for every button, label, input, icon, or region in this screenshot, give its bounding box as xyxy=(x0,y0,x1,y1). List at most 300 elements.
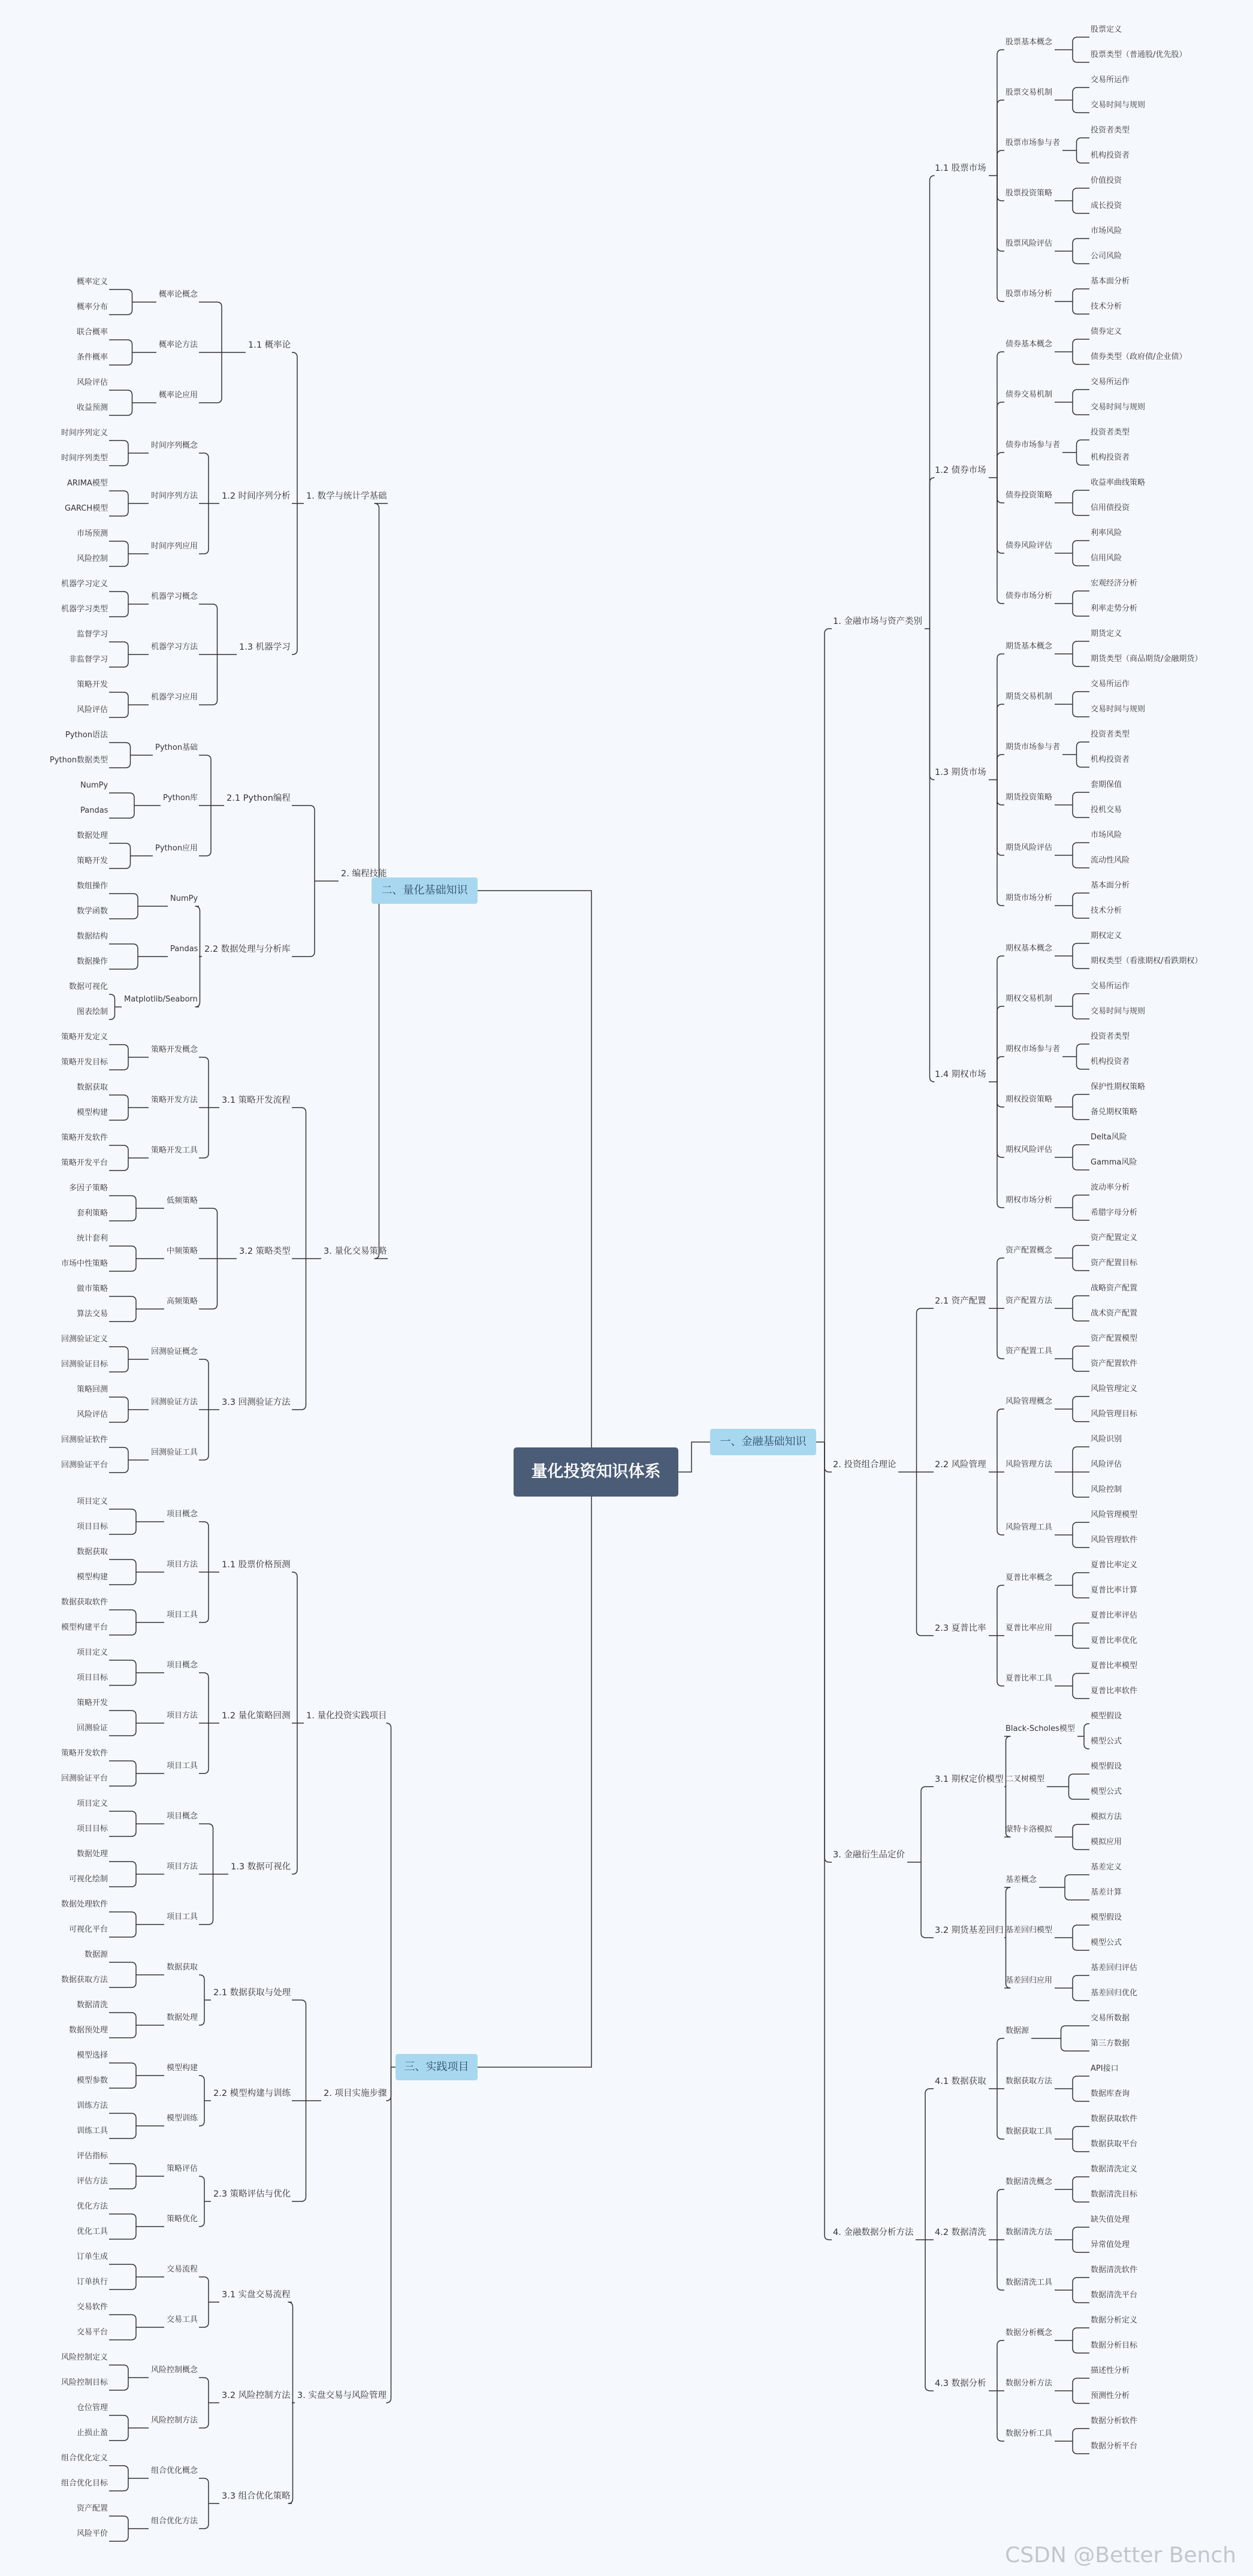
leaf-node[interactable]: 夏普比率优化 xyxy=(1091,1636,1138,1645)
item-node[interactable]: 债券投资策略 xyxy=(1006,491,1053,500)
branch-project[interactable]: 三、实践项目 xyxy=(395,2054,478,2080)
item-node[interactable]: 数据分析方法 xyxy=(1006,2379,1053,2388)
item-node[interactable]: 项目方法 xyxy=(167,1862,198,1871)
leaf-node[interactable]: 数据清洗平台 xyxy=(1091,2291,1138,2300)
leaf-node[interactable]: 数据清洗定义 xyxy=(1091,2165,1138,2174)
leaf-node[interactable]: 成长投资 xyxy=(1091,201,1122,210)
item-node[interactable]: 期货交易机制 xyxy=(1006,692,1053,701)
subsection-node[interactable]: 2.1 Python编程 xyxy=(227,794,291,803)
leaf-node[interactable]: 基本面分析 xyxy=(1091,881,1130,890)
leaf-node[interactable]: 数据结构 xyxy=(77,932,108,941)
leaf-node[interactable]: 数据获取方法 xyxy=(61,1975,108,1984)
item-node[interactable]: 数据清洗方法 xyxy=(1006,2228,1053,2237)
leaf-node[interactable]: 评估方法 xyxy=(77,2177,108,2186)
section-node[interactable]: 4. 金融数据分析方法 xyxy=(833,2228,914,2237)
leaf-node[interactable]: 机构投资者 xyxy=(1091,755,1130,764)
item-node[interactable]: 债券基本概念 xyxy=(1006,340,1053,349)
item-node[interactable]: NumPy xyxy=(170,894,198,903)
leaf-node[interactable]: 战略资产配置 xyxy=(1091,1284,1138,1293)
item-node[interactable]: Pandas xyxy=(170,945,198,954)
item-node[interactable]: 期权市场分析 xyxy=(1006,1196,1053,1205)
subsection-node[interactable]: 1.1 股票价格预测 xyxy=(222,1560,291,1570)
item-node[interactable]: 数据分析工具 xyxy=(1006,2429,1053,2438)
item-node[interactable]: Python库 xyxy=(163,794,198,803)
item-node[interactable]: 回测验证方法 xyxy=(151,1398,198,1407)
leaf-node[interactable]: 风险评估 xyxy=(77,378,108,387)
leaf-node[interactable]: 优化方法 xyxy=(77,2202,108,2211)
item-node[interactable]: 数据获取 xyxy=(167,1963,198,1972)
leaf-node[interactable]: 投资者类型 xyxy=(1091,126,1130,135)
subsection-node[interactable]: 3.1 策略开发流程 xyxy=(222,1096,291,1105)
item-node[interactable]: 项目概念 xyxy=(167,1510,198,1519)
item-node[interactable]: 夏普比率工具 xyxy=(1006,1674,1053,1683)
leaf-node[interactable]: Python语法 xyxy=(65,731,108,740)
leaf-node[interactable]: 时间序列定义 xyxy=(61,429,108,438)
item-node[interactable]: 风险管理方法 xyxy=(1006,1460,1053,1469)
leaf-node[interactable]: 风险评估 xyxy=(77,1410,108,1419)
item-node[interactable]: 低频策略 xyxy=(167,1196,198,1205)
item-node[interactable]: 期货市场参与者 xyxy=(1006,743,1061,752)
leaf-node[interactable]: 基差回归优化 xyxy=(1091,1989,1138,1998)
leaf-node[interactable]: 策略开发软件 xyxy=(61,1133,108,1142)
item-node[interactable]: 期货基本概念 xyxy=(1006,642,1053,651)
item-node[interactable]: 期货市场分析 xyxy=(1006,894,1053,903)
leaf-node[interactable]: 模型构建平台 xyxy=(61,1623,108,1632)
leaf-node[interactable]: 缺失值处理 xyxy=(1091,2215,1130,2224)
leaf-node[interactable]: 策略开发 xyxy=(77,856,108,865)
leaf-node[interactable]: 技术分析 xyxy=(1091,906,1122,915)
leaf-node[interactable]: 交易时间与规则 xyxy=(1091,101,1146,110)
item-node[interactable]: 风险管理工具 xyxy=(1006,1523,1053,1532)
leaf-node[interactable]: 模型公式 xyxy=(1091,1787,1122,1796)
item-node[interactable]: 二叉树模型 xyxy=(1006,1775,1045,1784)
item-node[interactable]: 项目工具 xyxy=(167,1761,198,1770)
leaf-node[interactable]: 回测验证目标 xyxy=(61,1360,108,1369)
item-node[interactable]: 股票基本概念 xyxy=(1006,38,1053,47)
subsection-node[interactable]: 2.3 策略评估与优化 xyxy=(213,2189,291,2199)
leaf-node[interactable]: 收益预测 xyxy=(77,403,108,412)
item-node[interactable]: 资产配置概念 xyxy=(1006,1246,1053,1255)
item-node[interactable]: 概率论概念 xyxy=(159,290,198,299)
leaf-node[interactable]: ARIMA模型 xyxy=(67,479,108,488)
leaf-node[interactable]: 模型选择 xyxy=(77,2051,108,2060)
item-node[interactable]: Black-Scholes模型 xyxy=(1006,1724,1075,1733)
leaf-node[interactable]: 资产配置 xyxy=(77,2504,108,2513)
leaf-node[interactable]: 联合概率 xyxy=(77,328,108,337)
subsection-node[interactable]: 1.1 概率论 xyxy=(248,340,291,350)
leaf-node[interactable]: 数据处理软件 xyxy=(61,1900,108,1909)
subsection-node[interactable]: 2.3 夏普比率 xyxy=(935,1624,986,1633)
item-node[interactable]: 策略开发方法 xyxy=(151,1096,198,1105)
leaf-node[interactable]: 投机交易 xyxy=(1091,806,1122,815)
item-node[interactable]: 概率论应用 xyxy=(159,391,198,400)
leaf-node[interactable]: 风险控制 xyxy=(77,554,108,563)
item-node[interactable]: 项目方法 xyxy=(167,1560,198,1569)
subsection-node[interactable]: 2.2 模型构建与训练 xyxy=(213,2089,291,2098)
leaf-node[interactable]: 风险评估 xyxy=(77,705,108,714)
section-node[interactable]: 2. 编程技能 xyxy=(341,869,387,879)
leaf-node[interactable]: 波动率分析 xyxy=(1091,1183,1130,1192)
item-node[interactable]: 项目方法 xyxy=(167,1711,198,1720)
leaf-node[interactable]: 描述性分析 xyxy=(1091,2366,1130,2375)
leaf-node[interactable]: 夏普比率定义 xyxy=(1091,1561,1138,1570)
leaf-node[interactable]: 模拟应用 xyxy=(1091,1838,1122,1847)
item-node[interactable]: 股票市场参与者 xyxy=(1006,138,1061,147)
leaf-node[interactable]: 订单生成 xyxy=(77,2252,108,2261)
item-node[interactable]: 中频策略 xyxy=(167,1247,198,1256)
subsection-node[interactable]: 4.1 数据获取 xyxy=(935,2077,986,2086)
leaf-node[interactable]: 交易时间与规则 xyxy=(1091,403,1146,412)
branch-quant[interactable]: 二、量化基础知识 xyxy=(372,877,478,904)
leaf-node[interactable]: 组合优化目标 xyxy=(61,2479,108,2488)
leaf-node[interactable]: 模型假设 xyxy=(1091,1712,1122,1721)
leaf-node[interactable]: 风险管理模型 xyxy=(1091,1510,1138,1519)
subsection-node[interactable]: 1.2 债券市场 xyxy=(935,466,986,475)
leaf-node[interactable]: 模型参数 xyxy=(77,2076,108,2085)
leaf-node[interactable]: 股票类型（普通股/优先股） xyxy=(1091,50,1187,59)
leaf-node[interactable]: 风险控制目标 xyxy=(61,2378,108,2387)
item-node[interactable]: 基差回归应用 xyxy=(1006,1976,1053,1985)
subsection-node[interactable]: 2.1 资产配置 xyxy=(935,1296,986,1306)
item-node[interactable]: 数据获取方法 xyxy=(1006,2077,1053,2086)
leaf-node[interactable]: 信用债投资 xyxy=(1091,503,1130,512)
leaf-node[interactable]: 项目定义 xyxy=(77,1648,108,1657)
subsection-node[interactable]: 2.1 数据获取与处理 xyxy=(213,1988,291,1998)
leaf-node[interactable]: 交易平台 xyxy=(77,2328,108,2337)
item-node[interactable]: 债券市场分析 xyxy=(1006,592,1053,601)
item-node[interactable]: 风险管理概念 xyxy=(1006,1397,1053,1406)
leaf-node[interactable]: 保护性期权策略 xyxy=(1091,1082,1146,1091)
leaf-node[interactable]: 数据分析软件 xyxy=(1091,2417,1138,2426)
leaf-node[interactable]: 期货定义 xyxy=(1091,629,1122,638)
subsection-node[interactable]: 1.4 期权市场 xyxy=(935,1070,986,1079)
leaf-node[interactable]: 风险评估 xyxy=(1091,1460,1122,1469)
leaf-node[interactable]: 价值投资 xyxy=(1091,176,1122,185)
leaf-node[interactable]: 统计套利 xyxy=(77,1234,108,1243)
section-node[interactable]: 3. 金融衍生品定价 xyxy=(833,1850,905,1860)
leaf-node[interactable]: Pandas xyxy=(80,806,108,815)
root-node[interactable]: 量化投资知识体系 xyxy=(514,1447,678,1497)
leaf-node[interactable]: 异常值处理 xyxy=(1091,2240,1130,2249)
leaf-node[interactable]: 数据获取平台 xyxy=(1091,2140,1138,2149)
leaf-node[interactable]: 投资者类型 xyxy=(1091,428,1130,437)
leaf-node[interactable]: 数据源 xyxy=(84,1950,108,1959)
leaf-node[interactable]: 风险控制 xyxy=(1091,1485,1122,1494)
leaf-node[interactable]: 市场风险 xyxy=(1091,227,1122,236)
leaf-node[interactable]: 第三方数据 xyxy=(1091,2039,1130,2048)
leaf-node[interactable]: 套期保值 xyxy=(1091,780,1122,789)
item-node[interactable]: 模型训练 xyxy=(167,2114,198,2123)
leaf-node[interactable]: 风险识别 xyxy=(1091,1435,1122,1444)
item-node[interactable]: 项目工具 xyxy=(167,1610,198,1619)
section-node[interactable]: 1. 数学与统计学基础 xyxy=(306,491,387,501)
leaf-node[interactable]: 投资者类型 xyxy=(1091,1032,1130,1041)
item-node[interactable]: 回测验证概念 xyxy=(151,1347,198,1356)
subsection-node[interactable]: 3.3 回测验证方法 xyxy=(222,1398,291,1407)
leaf-node[interactable]: API接口 xyxy=(1091,2064,1119,2073)
subsection-node[interactable]: 1.2 时间序列分析 xyxy=(222,491,291,501)
item-node[interactable]: 策略优化 xyxy=(167,2215,198,2224)
subsection-node[interactable]: 3.2 策略类型 xyxy=(239,1247,291,1256)
subsection-node[interactable]: 3.2 期货基差回归 xyxy=(935,1926,1004,1935)
item-node[interactable]: 机器学习概念 xyxy=(151,592,198,601)
leaf-node[interactable]: GARCH模型 xyxy=(65,504,108,513)
item-node[interactable]: 夏普比率应用 xyxy=(1006,1624,1053,1633)
leaf-node[interactable]: 夏普比率模型 xyxy=(1091,1661,1138,1670)
item-node[interactable]: 机器学习方法 xyxy=(151,643,198,651)
leaf-node[interactable]: 风险管理软件 xyxy=(1091,1536,1138,1545)
item-node[interactable]: 交易工具 xyxy=(167,2315,198,2324)
leaf-node[interactable]: 数据分析平台 xyxy=(1091,2442,1138,2451)
leaf-node[interactable]: 债券定义 xyxy=(1091,327,1122,336)
item-node[interactable]: 时间序列应用 xyxy=(151,542,198,551)
item-node[interactable]: 债券风险评估 xyxy=(1006,541,1053,550)
item-node[interactable]: 债券市场参与者 xyxy=(1006,441,1061,450)
item-node[interactable]: 期权交易机制 xyxy=(1006,994,1053,1003)
leaf-node[interactable]: 交易软件 xyxy=(77,2303,108,2312)
item-node[interactable]: 时间序列概念 xyxy=(151,441,198,450)
leaf-node[interactable]: 交易时间与规则 xyxy=(1091,1007,1146,1016)
leaf-node[interactable]: 宏观经济分析 xyxy=(1091,579,1138,588)
item-node[interactable]: 股票投资策略 xyxy=(1006,189,1053,198)
section-node[interactable]: 3. 实盘交易与风险管理 xyxy=(297,2391,387,2400)
leaf-node[interactable]: 数据清洗 xyxy=(77,2001,108,2010)
subsection-node[interactable]: 2.2 风险管理 xyxy=(935,1460,986,1470)
leaf-node[interactable]: 夏普比率软件 xyxy=(1091,1687,1138,1696)
leaf-node[interactable]: 数据处理 xyxy=(77,1850,108,1859)
item-node[interactable]: 风险控制方法 xyxy=(151,2416,198,2425)
item-node[interactable]: 回测验证工具 xyxy=(151,1448,198,1457)
item-node[interactable]: 机器学习应用 xyxy=(151,693,198,702)
leaf-node[interactable]: 股票定义 xyxy=(1091,25,1122,34)
item-node[interactable]: 项目概念 xyxy=(167,1661,198,1670)
leaf-node[interactable]: Python数据类型 xyxy=(50,756,108,765)
item-node[interactable]: 基差概念 xyxy=(1006,1875,1037,1884)
leaf-node[interactable]: 数据分析目标 xyxy=(1091,2341,1138,2350)
item-node[interactable]: 风险控制概念 xyxy=(151,2366,198,2375)
leaf-node[interactable]: 回测验证平台 xyxy=(61,1774,108,1783)
item-node[interactable]: 债券交易机制 xyxy=(1006,390,1053,399)
leaf-node[interactable]: 基差回归评估 xyxy=(1091,1963,1138,1972)
leaf-node[interactable]: 预测性分析 xyxy=(1091,2391,1130,2400)
item-node[interactable]: 期货投资策略 xyxy=(1006,793,1053,802)
item-node[interactable]: 高频策略 xyxy=(167,1297,198,1306)
leaf-node[interactable]: 模型公式 xyxy=(1091,1737,1122,1746)
leaf-node[interactable]: 战术资产配置 xyxy=(1091,1309,1138,1318)
subsection-node[interactable]: 3.3 组合优化策略 xyxy=(222,2491,291,2501)
item-node[interactable]: 股票风险评估 xyxy=(1006,239,1053,248)
leaf-node[interactable]: 多因子策略 xyxy=(69,1184,108,1193)
leaf-node[interactable]: 市场中性策略 xyxy=(61,1259,108,1268)
leaf-node[interactable]: 可视化平台 xyxy=(69,1925,108,1934)
item-node[interactable]: 期权投资策略 xyxy=(1006,1095,1053,1104)
subsection-node[interactable]: 4.3 数据分析 xyxy=(935,2379,986,2388)
item-node[interactable]: 数据源 xyxy=(1006,2026,1029,2035)
leaf-node[interactable]: 仓位管理 xyxy=(77,2403,108,2412)
subsection-node[interactable]: 1.1 股票市场 xyxy=(935,164,986,173)
item-node[interactable]: 数据获取工具 xyxy=(1006,2127,1053,2136)
leaf-node[interactable]: 模型构建 xyxy=(77,1108,108,1117)
item-node[interactable]: 股票交易机制 xyxy=(1006,88,1053,97)
leaf-node[interactable]: 数据获取软件 xyxy=(61,1598,108,1607)
item-node[interactable]: 模型构建 xyxy=(167,2064,198,2073)
leaf-node[interactable]: 项目目标 xyxy=(77,1824,108,1833)
leaf-node[interactable]: 优化工具 xyxy=(77,2227,108,2236)
subsection-node[interactable]: 3.1 期权定价模型 xyxy=(935,1775,1004,1784)
leaf-node[interactable]: 策略开发 xyxy=(77,680,108,689)
item-node[interactable]: 资产配置工具 xyxy=(1006,1347,1053,1356)
leaf-node[interactable]: 风险控制定义 xyxy=(61,2353,108,2362)
leaf-node[interactable]: 数据分析定义 xyxy=(1091,2316,1138,2325)
subsection-node[interactable]: 1.2 量化策略回测 xyxy=(222,1711,291,1721)
leaf-node[interactable]: 模型公式 xyxy=(1091,1938,1122,1947)
item-node[interactable]: Matplotlib/Seaborn xyxy=(124,995,198,1004)
leaf-node[interactable]: 风险平价 xyxy=(77,2529,108,2538)
subsection-node[interactable]: 1.3 数据可视化 xyxy=(231,1862,291,1872)
item-node[interactable]: 策略评估 xyxy=(167,2164,198,2173)
item-node[interactable]: Python应用 xyxy=(155,844,198,853)
leaf-node[interactable]: 备兑期权策略 xyxy=(1091,1108,1138,1117)
item-node[interactable]: 策略开发概念 xyxy=(151,1045,198,1054)
item-node[interactable]: 资产配置方法 xyxy=(1006,1296,1053,1305)
leaf-node[interactable]: 订单执行 xyxy=(77,2278,108,2287)
leaf-node[interactable]: 项目定义 xyxy=(77,1497,108,1506)
item-node[interactable]: 数据清洗工具 xyxy=(1006,2278,1053,2287)
leaf-node[interactable]: 资产配置定义 xyxy=(1091,1233,1138,1242)
leaf-node[interactable]: 回测验证软件 xyxy=(61,1435,108,1444)
leaf-node[interactable]: 算法交易 xyxy=(77,1310,108,1319)
leaf-node[interactable]: 回测验证定义 xyxy=(61,1335,108,1344)
leaf-node[interactable]: 投资者类型 xyxy=(1091,730,1130,739)
leaf-node[interactable]: 数据获取 xyxy=(77,1083,108,1092)
leaf-node[interactable]: 监督学习 xyxy=(77,630,108,639)
leaf-node[interactable]: 策略回测 xyxy=(77,1385,108,1394)
leaf-node[interactable]: 做市策略 xyxy=(77,1284,108,1293)
leaf-node[interactable]: NumPy xyxy=(80,781,108,790)
leaf-node[interactable]: 收益率曲线策略 xyxy=(1091,478,1146,487)
item-node[interactable]: 期权风险评估 xyxy=(1006,1145,1053,1154)
leaf-node[interactable]: 策略开发软件 xyxy=(61,1749,108,1758)
leaf-node[interactable]: 回测验证 xyxy=(77,1724,108,1733)
leaf-node[interactable]: 利率风险 xyxy=(1091,529,1122,538)
item-node[interactable]: 期权市场参与者 xyxy=(1006,1045,1061,1054)
leaf-node[interactable]: 图表绘制 xyxy=(77,1008,108,1016)
section-node[interactable]: 2. 投资组合理论 xyxy=(833,1460,896,1470)
subsection-node[interactable]: 1.3 期货市场 xyxy=(935,768,986,777)
leaf-node[interactable]: 回测验证平台 xyxy=(61,1461,108,1470)
leaf-node[interactable]: 市场风险 xyxy=(1091,831,1122,840)
leaf-node[interactable]: Gamma风险 xyxy=(1091,1158,1137,1167)
leaf-node[interactable]: 机器学习类型 xyxy=(61,605,108,614)
leaf-node[interactable]: 机构投资者 xyxy=(1091,1057,1130,1066)
leaf-node[interactable]: 技术分析 xyxy=(1091,302,1122,311)
leaf-node[interactable]: 机器学习定义 xyxy=(61,580,108,589)
leaf-node[interactable]: 数据预处理 xyxy=(69,2026,108,2035)
leaf-node[interactable]: 数据清洗软件 xyxy=(1091,2266,1138,2275)
item-node[interactable]: 交易流程 xyxy=(167,2265,198,2274)
item-node[interactable]: 组合优化概念 xyxy=(151,2466,198,2475)
leaf-node[interactable]: 项目目标 xyxy=(77,1522,108,1531)
leaf-node[interactable]: 组合优化定义 xyxy=(61,2454,108,2463)
leaf-node[interactable]: 风险管理定义 xyxy=(1091,1384,1138,1393)
leaf-node[interactable]: 交易所运作 xyxy=(1091,680,1130,689)
leaf-node[interactable]: 概率分布 xyxy=(77,303,108,312)
leaf-node[interactable]: 交易所数据 xyxy=(1091,2014,1130,2023)
leaf-node[interactable]: 数据库查询 xyxy=(1091,2089,1130,2098)
leaf-node[interactable]: 时间序列类型 xyxy=(61,454,108,463)
leaf-node[interactable]: 流动性风险 xyxy=(1091,856,1130,865)
leaf-node[interactable]: 交易所运作 xyxy=(1091,76,1130,85)
leaf-node[interactable]: 模型假设 xyxy=(1091,1762,1122,1771)
leaf-node[interactable]: 项目目标 xyxy=(77,1673,108,1682)
leaf-node[interactable]: 数据清洗目标 xyxy=(1091,2190,1138,2199)
leaf-node[interactable]: 夏普比率计算 xyxy=(1091,1586,1138,1595)
leaf-node[interactable]: 机构投资者 xyxy=(1091,453,1130,462)
section-node[interactable]: 3. 量化交易策略 xyxy=(324,1247,387,1256)
leaf-node[interactable]: 数据可视化 xyxy=(69,982,108,991)
leaf-node[interactable]: 利率走势分析 xyxy=(1091,604,1138,613)
leaf-node[interactable]: 交易时间与规则 xyxy=(1091,705,1146,714)
leaf-node[interactable]: 资产配置目标 xyxy=(1091,1259,1138,1268)
item-node[interactable]: 概率论方法 xyxy=(159,340,198,349)
leaf-node[interactable]: 模型假设 xyxy=(1091,1913,1122,1922)
section-node[interactable]: 1. 量化投资实践项目 xyxy=(306,1711,387,1721)
subsection-node[interactable]: 2.2 数据处理与分析库 xyxy=(204,945,291,954)
leaf-node[interactable]: 条件概率 xyxy=(77,353,108,362)
leaf-node[interactable]: 期货类型（商品期货/金融期货） xyxy=(1091,654,1203,663)
subsection-node[interactable]: 4.2 数据清洗 xyxy=(935,2228,986,2237)
leaf-node[interactable]: 模型构建 xyxy=(77,1573,108,1582)
item-node[interactable]: 夏普比率概念 xyxy=(1006,1573,1053,1582)
item-node[interactable]: 蒙特卡洛模拟 xyxy=(1006,1825,1053,1834)
leaf-node[interactable]: 项目定义 xyxy=(77,1799,108,1808)
item-node[interactable]: 策略开发工具 xyxy=(151,1146,198,1155)
leaf-node[interactable]: 策略开发定义 xyxy=(61,1033,108,1042)
leaf-node[interactable]: 希腊字母分析 xyxy=(1091,1208,1138,1217)
leaf-node[interactable]: 风险管理目标 xyxy=(1091,1410,1138,1419)
leaf-node[interactable]: 训练方法 xyxy=(77,2101,108,2110)
leaf-node[interactable]: 债券类型（政府债/企业债） xyxy=(1091,352,1187,361)
leaf-node[interactable]: Delta风险 xyxy=(1091,1133,1127,1142)
leaf-node[interactable]: 市场预测 xyxy=(77,529,108,538)
item-node[interactable]: 数据分析概念 xyxy=(1006,2328,1053,2337)
leaf-node[interactable]: 概率定义 xyxy=(77,277,108,286)
leaf-node[interactable]: 机构投资者 xyxy=(1091,151,1130,160)
leaf-node[interactable]: 数据操作 xyxy=(77,957,108,966)
subsection-node[interactable]: 3.1 实盘交易流程 xyxy=(222,2290,291,2300)
leaf-node[interactable]: 资产配置模型 xyxy=(1091,1334,1138,1343)
leaf-node[interactable]: 数组操作 xyxy=(77,882,108,891)
leaf-node[interactable]: 止损止盈 xyxy=(77,2429,108,2438)
item-node[interactable]: 项目工具 xyxy=(167,1913,198,1922)
leaf-node[interactable]: 资产配置软件 xyxy=(1091,1359,1138,1368)
leaf-node[interactable]: 数据处理 xyxy=(77,831,108,840)
item-node[interactable]: 期权基本概念 xyxy=(1006,944,1053,953)
leaf-node[interactable]: 基本面分析 xyxy=(1091,277,1130,286)
leaf-node[interactable]: 交易所运作 xyxy=(1091,378,1130,387)
leaf-node[interactable]: 基差定义 xyxy=(1091,1863,1122,1872)
item-node[interactable]: 数据清洗概念 xyxy=(1006,2177,1053,2186)
leaf-node[interactable]: 期权定义 xyxy=(1091,931,1122,940)
item-node[interactable]: 组合优化方法 xyxy=(151,2517,198,2526)
leaf-node[interactable]: 期权类型（看涨期权/看跌期权） xyxy=(1091,957,1203,966)
leaf-node[interactable]: 数据获取软件 xyxy=(1091,2115,1138,2123)
item-node[interactable]: 数据处理 xyxy=(167,2013,198,2022)
item-node[interactable]: 时间序列方法 xyxy=(151,491,198,500)
item-node[interactable]: 期货风险评估 xyxy=(1006,843,1053,852)
leaf-node[interactable]: 训练工具 xyxy=(77,2126,108,2135)
subsection-node[interactable]: 1.3 机器学习 xyxy=(239,643,291,652)
